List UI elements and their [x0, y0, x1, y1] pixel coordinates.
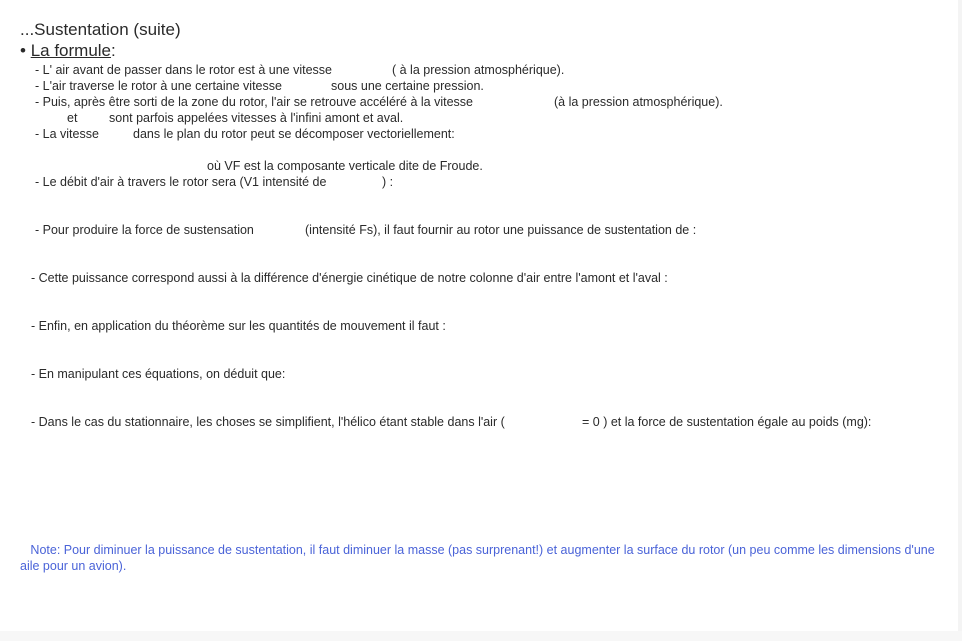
section-heading	[20, 41, 116, 61]
line-momentum-theorem: - Enfin, en application du théorème sur les quantités de mouvement il faut :	[31, 319, 446, 333]
line-equation-deduction: - En manipulant ces équations, on déduit que:	[31, 367, 286, 381]
note-body: Note: Pour diminuer la puissance de sustentation, il faut diminuer la masse (pas surprenant!) et augmenter la surface du rotor (un peu comme les dimensions d'une aile pour un avion).	[20, 543, 935, 573]
line-air-accelerated-cont: (à la pression atmosphérique).	[554, 95, 723, 109]
line-froude-component: où VF est la composante verticale dite de Froude.	[207, 159, 483, 173]
section-heading-colon: :	[111, 41, 116, 60]
line-infinite-velocities: sont parfois appelées vitesses à l'infini amont et aval.	[109, 111, 404, 125]
line-air-before-rotor-cont: ( à la pression atmosphérique).	[392, 63, 565, 77]
line-kinetic-energy: - Cette puissance correspond aussi à la différence d'énergie cinétique de notre colonne d'air entre l'amont et l'aval :	[31, 271, 668, 285]
line-lift-power: - Pour produire la force de sustensation	[35, 223, 254, 237]
section-heading-label: La formule	[30, 41, 112, 60]
bullet: •	[20, 41, 31, 60]
line-hover-case-cont: = 0 ) et la force de sustentation égale au poids (mg):	[582, 415, 872, 429]
slide-title: ...Sustentation (suite)	[20, 20, 181, 39]
note-text	[20, 542, 950, 574]
line-velocity-decomposition: - La vitesse	[35, 127, 99, 141]
line-air-flow-rate: - Le débit d'air à travers le rotor sera (V1 intensité de	[35, 175, 327, 189]
line-air-accelerated: - Puis, après être sorti de la zone du rotor, l'air se retrouve accéléré à la vitesse	[35, 95, 474, 109]
line-infinite-velocities-et: et	[67, 111, 78, 125]
line-velocity-decomposition-cont: dans le plan du rotor peut se décomposer vectoriellement:	[133, 127, 455, 141]
line-air-through-rotor: - L'air traverse le rotor à une certaine vitesse	[35, 79, 282, 93]
line-air-before-rotor: - L' air avant de passer dans le rotor est à une vitesse	[35, 63, 332, 77]
slide-edge-right	[958, 0, 962, 641]
slide-edge-bottom	[0, 631, 962, 641]
line-air-flow-rate-cont: ) :	[382, 175, 394, 189]
line-hover-case: - Dans le cas du stationnaire, les choses se simplifient, l'hélico étant stable dans l'air (	[31, 415, 505, 429]
line-air-through-rotor-cont: sous une certaine pression.	[331, 79, 484, 93]
line-lift-power-cont: (intensité Fs), il faut fournir au rotor une puissance de sustentation de :	[305, 223, 697, 237]
